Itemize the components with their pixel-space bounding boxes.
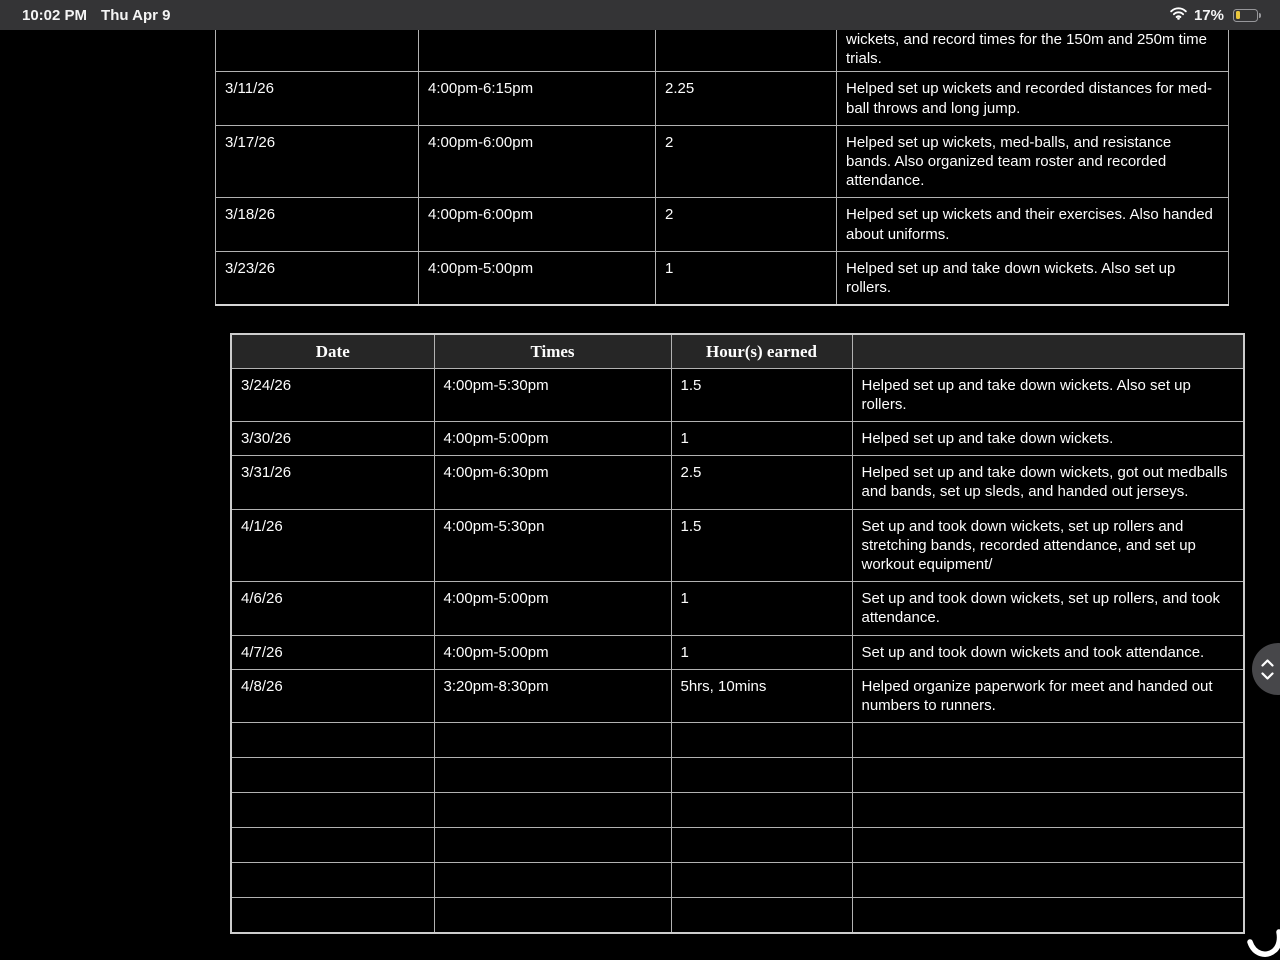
cell-date[interactable]: 3/11/26 xyxy=(216,72,419,125)
column-header-hours: Hour(s) earned xyxy=(671,334,852,368)
cell-empty[interactable] xyxy=(434,793,671,828)
cell-times[interactable]: 4:00pm-6:30pm xyxy=(434,456,671,509)
cell-date[interactable]: 4/6/26 xyxy=(231,582,434,635)
table-row-clipped xyxy=(216,30,1229,72)
cell-hours[interactable]: 1.5 xyxy=(671,368,852,421)
scroll-widget[interactable] xyxy=(1252,643,1280,695)
cell-empty[interactable] xyxy=(231,898,434,933)
cell-empty[interactable] xyxy=(434,828,671,863)
cell-times[interactable]: 4:00pm-5:00pm xyxy=(434,421,671,455)
hours-table-current-page xyxy=(230,333,1245,934)
cell-empty[interactable] xyxy=(671,723,852,758)
table-row xyxy=(216,125,1229,198)
cell-empty[interactable] xyxy=(231,758,434,793)
chevron-down-icon[interactable] xyxy=(1261,672,1280,680)
empty-table-row xyxy=(231,793,1244,828)
status-time: 10:02 PM xyxy=(22,6,88,24)
cell-hours[interactable]: 2.5 xyxy=(671,456,852,509)
cell-hours[interactable]: 2 xyxy=(656,125,837,198)
cell-hours[interactable]: 1 xyxy=(671,635,852,669)
cell-description[interactable]: Set up and took down wickets, set up rollers and stretching bands, recorded attendance, and set up workout equipment/ xyxy=(852,509,1244,582)
cell-empty[interactable] xyxy=(671,863,852,898)
crescent-pen-stroke xyxy=(1243,916,1280,960)
cell-description[interactable]: Helped set up wickets and recorded distances for med-ball throws and long jump. xyxy=(837,72,1229,125)
cell-empty[interactable] xyxy=(434,863,671,898)
cell-empty[interactable] xyxy=(231,723,434,758)
cell-date[interactable]: 4/1/26 xyxy=(231,509,434,582)
cell-times[interactable]: 4:00pm-6:00pm xyxy=(419,125,656,198)
cell-hours[interactable]: 5hrs, 10mins xyxy=(671,669,852,722)
cell-empty[interactable] xyxy=(434,758,671,793)
cell-date[interactable]: 4/8/26 xyxy=(231,669,434,722)
cell-empty[interactable] xyxy=(231,863,434,898)
cell-date[interactable]: 3/18/26 xyxy=(216,198,419,251)
cell-hours[interactable]: 1 xyxy=(656,251,837,305)
cell-hours[interactable]: 2 xyxy=(656,198,837,251)
cell-times[interactable]: 4:00pm-6:15pm xyxy=(419,72,656,125)
cell-date[interactable]: 3/24/26 xyxy=(231,368,434,421)
battery-low-icon xyxy=(1233,9,1258,22)
cell-empty[interactable] xyxy=(852,723,1244,758)
cell-times[interactable] xyxy=(419,30,656,72)
cell-description[interactable]: Helped set up wickets and their exercises. Also handed about uniforms. xyxy=(837,198,1229,251)
cell-description[interactable]: Helped set up and take down wickets, got out medballs and bands, set up sleds, and handed out jerseys. xyxy=(852,456,1244,509)
cell-description[interactable]: Helped set up and take down wickets. Also set up rollers. xyxy=(837,251,1229,305)
empty-table-row xyxy=(231,758,1244,793)
table-row xyxy=(231,635,1244,669)
cell-empty[interactable] xyxy=(852,758,1244,793)
cell-times[interactable]: 4:00pm-5:00pm xyxy=(419,251,656,305)
empty-table-row xyxy=(231,828,1244,863)
table-row xyxy=(231,456,1244,509)
cell-empty[interactable] xyxy=(671,828,852,863)
status-date: Thu Apr 9 xyxy=(101,6,171,24)
cell-empty[interactable] xyxy=(852,828,1244,863)
wifi-icon xyxy=(1170,7,1187,24)
table-row xyxy=(231,582,1244,635)
cell-description[interactable]: Set up and took down wickets and took attendance. xyxy=(852,635,1244,669)
cell-empty[interactable] xyxy=(671,758,852,793)
header-row xyxy=(231,334,1244,368)
cell-hours[interactable]: 1.5 xyxy=(671,509,852,582)
cell-hours[interactable]: 2.25 xyxy=(656,72,837,125)
cell-empty[interactable] xyxy=(231,828,434,863)
cell-hours[interactable]: 1 xyxy=(671,582,852,635)
cell-empty[interactable] xyxy=(671,898,852,933)
cell-times[interactable]: 3:20pm-8:30pm xyxy=(434,669,671,722)
cell-description[interactable]: wickets, and record times for the 150m and 250m time trials. xyxy=(837,30,1229,72)
table-row xyxy=(216,72,1229,125)
cell-date[interactable]: 3/31/26 xyxy=(231,456,434,509)
column-header-description xyxy=(852,334,1244,368)
empty-table-row xyxy=(231,863,1244,898)
cell-description[interactable]: Helped organize paperwork for meet and handed out numbers to runners. xyxy=(852,669,1244,722)
table-row xyxy=(231,669,1244,722)
table-row xyxy=(231,368,1244,421)
cell-empty[interactable] xyxy=(852,898,1244,933)
empty-table-row xyxy=(231,898,1244,933)
cell-times[interactable]: 4:00pm-5:00pm xyxy=(434,582,671,635)
cell-empty[interactable] xyxy=(231,793,434,828)
cell-empty[interactable] xyxy=(671,793,852,828)
cell-date[interactable]: 3/30/26 xyxy=(231,421,434,455)
cell-description[interactable]: Helped set up wickets, med-balls, and resistance bands. Also organized team roster and recorded attendance. xyxy=(837,125,1229,198)
cell-times[interactable]: 4:00pm-5:00pm xyxy=(434,635,671,669)
cell-empty[interactable] xyxy=(852,793,1244,828)
cell-date[interactable] xyxy=(216,30,419,72)
table-row xyxy=(231,509,1244,582)
cell-date[interactable]: 3/23/26 xyxy=(216,251,419,305)
cell-times[interactable]: 4:00pm-6:00pm xyxy=(419,198,656,251)
table-row xyxy=(231,421,1244,455)
cell-empty[interactable] xyxy=(434,898,671,933)
cell-date[interactable]: 3/17/26 xyxy=(216,125,419,198)
cell-description[interactable]: Helped set up and take down wickets. Also set up rollers. xyxy=(852,368,1244,421)
chevron-up-icon[interactable] xyxy=(1261,659,1280,667)
cell-description[interactable]: Helped set up and take down wickets. xyxy=(852,421,1244,455)
table-row xyxy=(216,198,1229,251)
battery-percent: 17% xyxy=(1193,6,1224,24)
cell-hours[interactable] xyxy=(656,30,837,72)
cell-empty[interactable] xyxy=(434,723,671,758)
cell-times[interactable]: 4:00pm-5:30pn xyxy=(434,509,671,582)
cell-description[interactable]: Set up and took down wickets, set up rollers, and took attendance. xyxy=(852,582,1244,635)
column-header-date: Date xyxy=(231,334,434,368)
table-row xyxy=(216,251,1229,305)
column-header-times: Times xyxy=(434,334,671,368)
status-bar xyxy=(0,0,1280,30)
empty-table-row xyxy=(231,723,1244,758)
cell-times[interactable]: 4:00pm-5:30pm xyxy=(434,368,671,421)
cell-date[interactable]: 4/7/26 xyxy=(231,635,434,669)
cell-hours[interactable]: 1 xyxy=(671,421,852,455)
cell-empty[interactable] xyxy=(852,863,1244,898)
hours-table-previous-page xyxy=(215,30,1229,306)
